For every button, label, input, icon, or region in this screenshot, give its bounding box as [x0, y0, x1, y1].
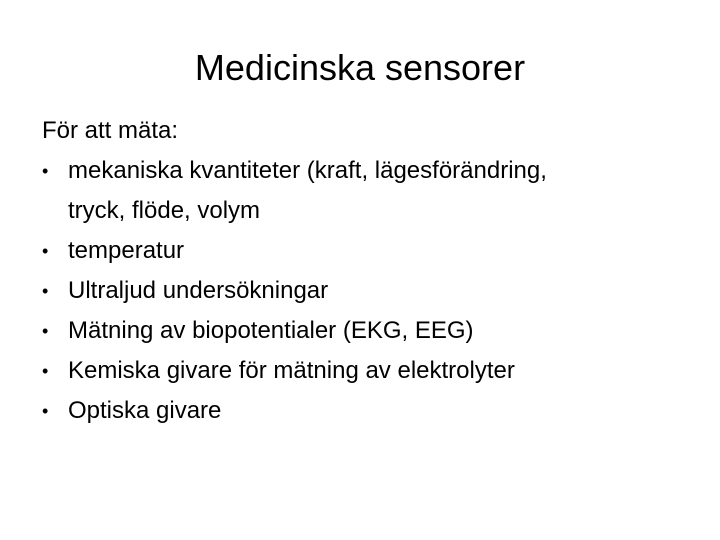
bullet-icon: • — [42, 401, 49, 421]
bullet-item — [42, 151, 702, 231]
bullet-item — [42, 351, 702, 391]
slide-title: Medicinska sensorer — [194, 47, 526, 88]
bullet-icon: • — [42, 321, 49, 341]
bullet-list — [42, 151, 702, 431]
bullet-icon: • — [42, 161, 49, 181]
bullet-text-line: tryck, flöde, volym — [68, 197, 261, 224]
bullet-icon: • — [42, 361, 49, 381]
bullet-text-line: mekaniska kvantiteter (kraft, lägesförändring, — [68, 157, 547, 184]
bullet-item — [42, 311, 702, 351]
bullet-item — [42, 231, 702, 271]
bullet-icon: • — [42, 241, 49, 261]
bullet-text-line: Kemiska givare för mätning av elektrolyter — [68, 357, 515, 384]
bullet-text-line: temperatur — [68, 237, 185, 264]
intro-text: För att mäta: — [42, 117, 179, 144]
bullet-item — [42, 271, 702, 311]
bullet-text-line: Mätning av biopotentialer (EKG, EEG) — [68, 317, 474, 344]
bullet-icon: • — [42, 281, 49, 301]
slide-body — [42, 111, 702, 431]
bullet-item — [42, 391, 702, 431]
bullet-text-line: Ultraljud undersökningar — [68, 277, 329, 304]
bullet-text-line: Optiska givare — [68, 397, 222, 424]
